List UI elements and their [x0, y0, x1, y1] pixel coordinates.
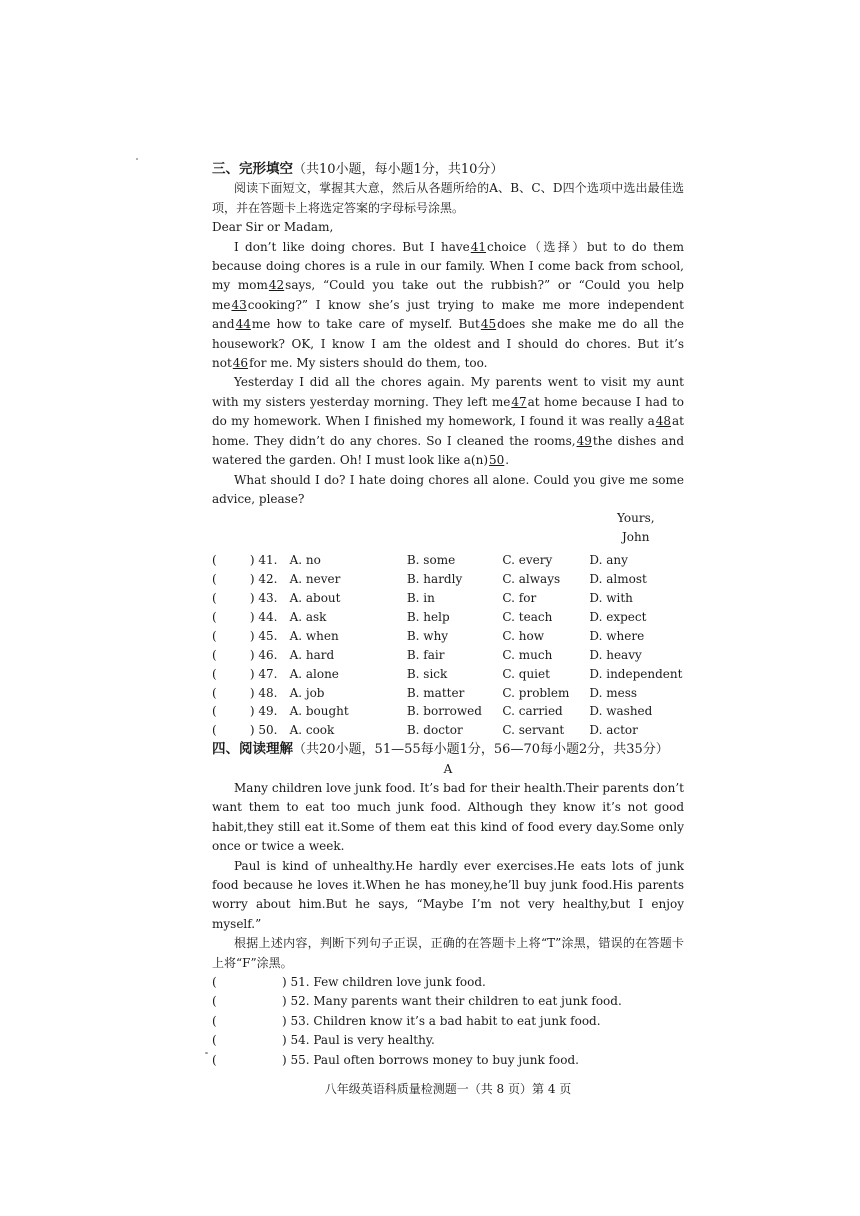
- choice-row: [212, 551, 684, 570]
- salutation: Dear Sir or Madam,: [212, 220, 334, 235]
- option-a: A. ask: [289, 609, 327, 624]
- reading-paragraph-2: Paul is kind of unhealthy.He hardly ever exercises.He eats lots of junk food because he loves it.When he has money,he’ll buy junk food.His parents worry about him.But he says, “Maybe I’m not very healthy,but I enjoy myself.”: [212, 858, 684, 931]
- letter-closing: Yours,: [617, 511, 655, 526]
- section4-title: 四、阅读理解: [212, 741, 293, 758]
- tf-statement: ) 55. Paul often borrows money to buy junk food.: [282, 1052, 579, 1067]
- answer-paren: (: [212, 628, 217, 643]
- option-b: B. why: [406, 628, 449, 643]
- blank-46: 46: [232, 356, 249, 371]
- answer-paren: (: [212, 553, 217, 568]
- option-d: D. any: [589, 553, 628, 568]
- tf-item: [212, 1031, 684, 1050]
- option-d: D. actor: [589, 723, 638, 738]
- answer-paren: (: [212, 591, 217, 606]
- option-b: B. borrowed: [406, 704, 482, 719]
- option-c: C. for: [502, 591, 537, 606]
- answer-paren: (: [212, 994, 217, 1009]
- question-number: ) 50.: [249, 723, 278, 738]
- cloze-paragraph-2: Yesterday I did all the chores again. My parents went to visit my aunt with my sisters yesterday morning. They left me47at home because I had to do my homework. When I finished my homework, I found it was really a48at home. They didn’t do any chores. So I cleaned the rooms,49the dishes and watered the garden. Oh! I must look like a(n)50.: [212, 375, 685, 468]
- answer-paren: (: [212, 1013, 217, 1028]
- passage-label: A: [443, 761, 453, 776]
- option-b: B. in: [406, 591, 435, 606]
- option-b: B. sick: [406, 666, 448, 681]
- question-number: ) 45.: [249, 628, 278, 643]
- option-c: C. carried: [502, 704, 563, 719]
- blank-50: 50: [489, 453, 505, 468]
- choice-row: [212, 627, 684, 646]
- option-b: B. hardly: [406, 572, 463, 587]
- question-number: ) 42.: [249, 572, 278, 587]
- option-d: D. washed: [589, 704, 653, 719]
- choice-row: [212, 646, 684, 665]
- cloze-paragraph-3: What should I do? I hate doing chores all alone. Could you give me some advice, please?: [212, 472, 684, 506]
- section4-subtitle: （共20小题，51—55每小题1分，56—70每小题2分，共35分）: [293, 742, 669, 758]
- answer-paren: (: [212, 572, 217, 587]
- true-false-items: [212, 973, 684, 1070]
- section3-instruction: 阅读下面短文，掌握其大意，然后从各题所给的A、B、C、D四个选项中选出最佳选项，并在答题卡上将选定答案的字母标号涂黑。: [212, 181, 684, 215]
- tf-item: [212, 1012, 684, 1031]
- option-d: D. independent: [589, 666, 683, 681]
- choice-row: [212, 702, 684, 721]
- tf-statement: ) 54. Paul is very healthy.: [282, 1033, 435, 1048]
- option-a: A. alone: [289, 666, 339, 681]
- option-c: C. servant: [502, 723, 565, 738]
- option-a: A. no: [289, 553, 321, 568]
- section3-heading: [212, 160, 684, 179]
- choice-row: [212, 684, 684, 703]
- choice-row: [212, 665, 684, 684]
- option-b: B. doctor: [406, 723, 463, 738]
- option-c: C. problem: [502, 685, 570, 700]
- answer-paren: (: [212, 704, 217, 719]
- option-a: A. cook: [289, 723, 335, 738]
- cloze-paragraph-1: I don’t like doing chores. But I have41choice（选择）but to do them because doing chores is a rule in our family. When I come back from school, my mom42says, “Could you take out the rubbish?” or “Could you help me43cooking?” I know she’s just trying to make me more independent and44me how to take care of myself. But45does she make me do all the housework? OK, I know I am the oldest and I should do chores. But it’s not46for me. My sisters should do them, too.: [212, 239, 684, 371]
- option-a: A. bought: [289, 704, 349, 719]
- tf-statement: ) 53. Children know it’s a bad habit to eat junk food.: [282, 1013, 601, 1028]
- section3-subtitle: （共10小题，每小题1分，共10分）: [293, 162, 504, 177]
- option-c: C. quiet: [502, 666, 550, 681]
- question-number: ) 44.: [249, 609, 278, 624]
- blank-43: 43: [231, 297, 247, 312]
- tf-statement: ) 52. Many parents want their children to eat junk food.: [282, 994, 622, 1009]
- choice-row: [212, 589, 684, 608]
- tf-item: [212, 992, 684, 1011]
- section4-heading: [212, 740, 684, 759]
- blank-47: 47: [511, 394, 527, 409]
- answer-paren: (: [212, 1052, 217, 1067]
- option-a: A. when: [289, 628, 339, 643]
- option-d: D. with: [589, 591, 633, 606]
- blank-49: 49: [576, 433, 592, 448]
- option-d: D. where: [589, 628, 645, 643]
- option-b: B. some: [406, 553, 456, 568]
- option-d: D. heavy: [589, 647, 642, 662]
- letter-signature: John: [622, 530, 650, 545]
- option-c: C. teach: [502, 609, 553, 624]
- option-a: A. never: [289, 572, 341, 587]
- option-b: B. help: [406, 609, 450, 624]
- tf-statement: ) 51. Few children love junk food.: [282, 975, 486, 990]
- choice-row: [212, 721, 684, 740]
- scan-speck: [205, 1052, 208, 1054]
- scan-speck: [136, 158, 138, 160]
- option-b: B. fair: [406, 647, 445, 662]
- option-b: B. matter: [406, 685, 465, 700]
- choice-row: [212, 608, 684, 627]
- answer-paren: (: [212, 666, 217, 681]
- cloze-choices: [212, 551, 684, 740]
- question-number: ) 46.: [249, 647, 278, 662]
- blank-41: 41: [470, 239, 487, 254]
- tf-item: [212, 973, 684, 992]
- tf-item: [212, 1051, 684, 1070]
- blank-48: 48: [655, 414, 672, 429]
- answer-paren: (: [212, 723, 217, 738]
- answer-paren: (: [212, 975, 217, 990]
- option-d: D. expect: [589, 609, 647, 624]
- page-footer: 八年级英语科质量检测题一（共 8 页）第 4 页: [324, 1082, 572, 1097]
- question-number: ) 47.: [249, 666, 278, 681]
- blank-45: 45: [480, 317, 497, 332]
- answer-paren: (: [212, 647, 217, 662]
- answer-paren: (: [212, 1033, 217, 1048]
- answer-paren: (: [212, 609, 217, 624]
- option-a: A. about: [289, 591, 341, 606]
- question-number: ) 49.: [249, 704, 278, 719]
- question-number: ) 43.: [249, 591, 278, 606]
- section3-title: 三、完形填空: [212, 161, 293, 177]
- page-content: [212, 160, 684, 1099]
- question-number: ) 41.: [249, 553, 278, 568]
- blank-42: 42: [268, 278, 285, 293]
- option-a: A. job: [289, 685, 325, 700]
- answer-paren: (: [212, 685, 217, 700]
- option-c: C. how: [502, 628, 544, 643]
- section4-instruction: 根据上述内容，判断下列句子正误，正确的在答题卡上将“T”涂黑，错误的在答题卡上将“F”涂黑。: [212, 936, 684, 970]
- blank-44: 44: [235, 317, 251, 332]
- option-d: D. mess: [589, 685, 638, 700]
- option-c: C. much: [502, 647, 553, 662]
- reading-paragraph-1: Many children love junk food. It’s bad for their health.Their parents don’t want them to eat too much junk food. Although they know it’s not good habit,they still eat it.Some of them eat this kind of food every day.Some only once or twice a week.: [212, 781, 684, 854]
- option-d: D. almost: [589, 572, 647, 587]
- option-c: C. always: [502, 572, 561, 587]
- option-c: C. every: [502, 553, 553, 568]
- option-a: A. hard: [289, 647, 335, 662]
- choice-row: [212, 570, 684, 589]
- question-number: ) 48.: [249, 685, 278, 700]
